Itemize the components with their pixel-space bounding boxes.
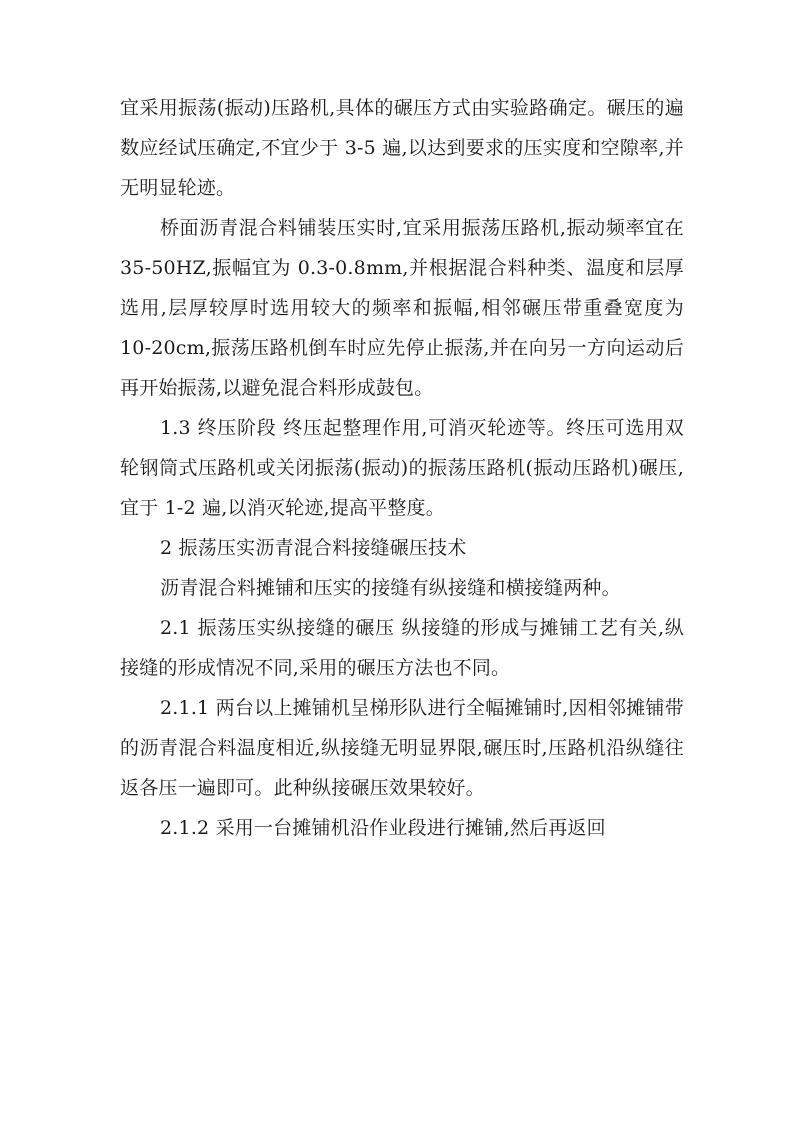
paragraph-multi-paver: 2.1.1 两台以上摊铺机呈梯形队进行全幅摊铺时,因相邻摊铺带的沥青混合料温度相近,纵接缝无明显界限,碾压时,压路机沿纵缝往返各压一遍即可。此种纵接碾压效果较好。 (120, 697, 684, 799)
paragraph-final-compaction: 1.3 终压阶段 终压起整理作用,可消灭轮迹等。终压可选用双轮钢筒式压路机或关闭振荡(振动)的振荡压路机(振动压路机)碾压,宜于 1-2 遍,以消灭轮迹,提高平整度。 (120, 417, 684, 519)
paragraph-longitudinal-joint: 2.1 振荡压实纵接缝的碾压 纵接缝的形成与摊铺工艺有关,纵接缝的形成情况不同,采用的碾压方法也不同。 (120, 617, 684, 679)
paragraph-bridge-deck-compaction: 桥面沥青混合料铺装压实时,宜采用振荡压路机,振动频率宜在 35-50HZ,振幅宜为 0.3-0.8mm,并根据混合料种类、温度和层厚选用,层厚较厚时选用较大的频率和振幅,相邻碾压带重叠宽度为 10-20cm,振荡压路机倒车时应先停止振荡,并在向另一方向运动后再开始振荡,以避免混合料形成鼓包。 (120, 217, 684, 399)
document-body (120, 88, 684, 848)
section-heading-joint-compaction: 2 振荡压实沥青混合料接缝碾压技术 (160, 537, 467, 559)
paragraph-compaction-method: 宜采用振荡(振动)压路机,具体的碾压方式由实验路确定。碾压的遍数应经试压确定,不宜少于 3-5 遍,以达到要求的压实度和空隙率,并无明显轮迹。 (120, 97, 684, 199)
paragraph-joint-types: 沥青混合料摊铺和压实的接缝有纵接缝和横接缝两种。 (160, 577, 621, 599)
paragraph-single-paver: 2.1.2 采用一台摊铺机沿作业段进行摊铺,然后再返回 (160, 817, 606, 839)
